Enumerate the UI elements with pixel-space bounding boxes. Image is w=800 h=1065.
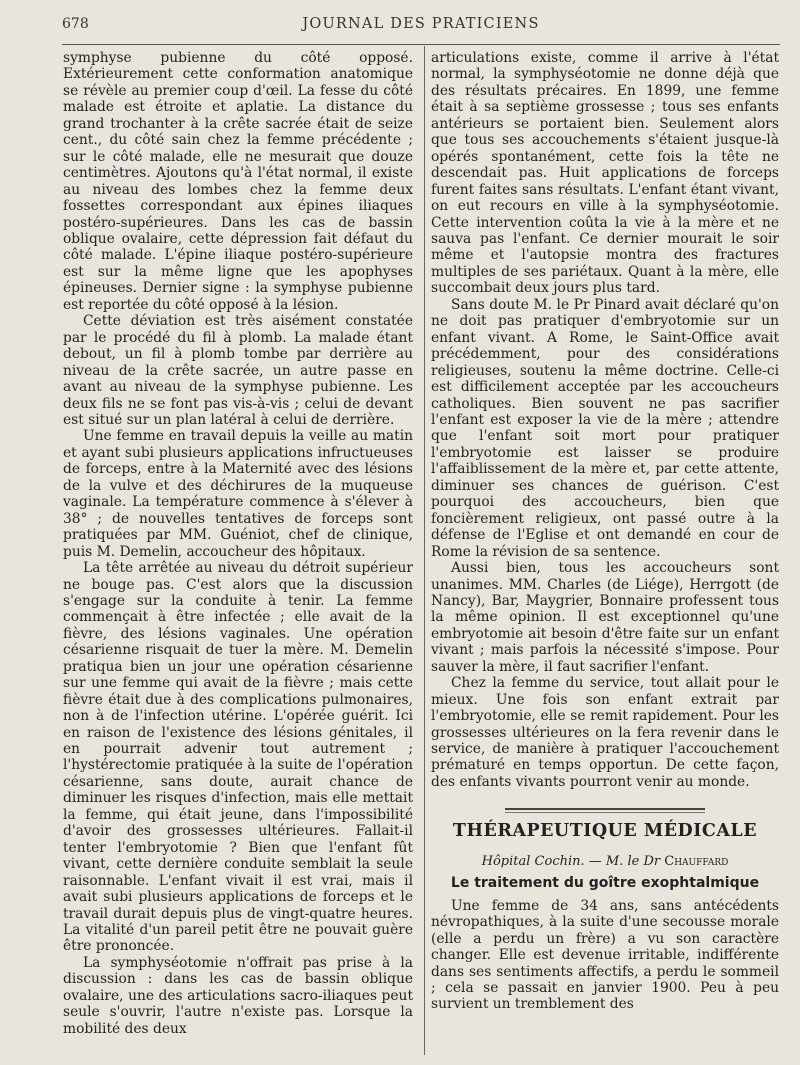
paragraph: symphyse pubienne du côté opposé. Extérieurement cette conformation anatomique se révèle au premier coup d'œil. La fesse du côté malade est étroite et aplatie. La distance du grand trochanter à la crête sacrée était de seize cent., du côté sain chez la femme précédente ; sur le côté malade, elle ne mesurait que douze centimètres. Ajoutons qu'à l'état normal, il existe au niveau des lombes chez la femme deux fossettes correspondant aux épines iliaques postéro-supérieures. Dans les cas de bassin oblique ovalaire, cette dépression fait défaut du côté malade. L'épine iliaque postéro-supérieure est sur la même ligne que les apophyses épineuses. Dernier signe : la symphyse pubienne est reportée du côté opposé à la lésion.	[63, 50, 413, 313]
paragraph: La tête arrêtée au niveau du détroit supérieur ne bouge pas. C'est alors que la discussion s'engage sur la conduite à tenir. La femme commençait à être infectée ; elle avait de la fièvre, des lésions vaginales. Une opération césarienne risquait de tuer la mère. M. Demelin pratiqua bien un jour une opération césarienne sur une femme qui avait de la fièvre ; mais cette fièvre était due à des complications pulmonaires, non à de l'infection utérine. L'opérée guérit. Ici en raison de l'existence des lésions génitales, il en pourrait advenir tout autrement ; l'hystérectomie pratiquée à la suite de l'opération césarienne, sans doute, aurait chance de diminuer les risques d'infection, mais elle mettait la femme, qui était jeune, dans l'impossibilité d'avoir des grossesses ultérieures. Fallait-il tenter l'embryotomie ? Bien que l'enfant fût vivant, cette dernière conduite semblait la seule raisonnable. L'enfant vivait il est vrai, mais il avait subi plusieurs applications de forceps et le travail durait depuis plus de vingt-quatre heures. La vitalité d'un pareil petit être ne pouvait guère être prononcée.	[63, 560, 413, 955]
header-rule	[62, 44, 780, 45]
paragraph: Chez la femme du service, tout allait pour le mieux. Une fois son enfant extrait par l'embryotomie, elle se remit rapidement. Pour les grossesses ultérieures on la fera revenir dans le service, de manière à pratiquer l'accouchement prématuré en temps opportun. De cette façon, des enfants vivants pourront venir au monde.	[431, 675, 779, 790]
paragraph: Sans doute M. le Pr Pinard avait déclaré qu'on ne doit pas pratiquer d'embryotomie sur un enfant vivant. A Rome, le Saint-Office avait précédemment, pour des considérations religieuses, soutenu la même doctrine. Celle-ci est difficilement acceptée par les accoucheurs catholiques. Bien souvent ne pas sacrifier l'enfant est exposer la vie de la mère ; attendre que l'enfant soit mort pour pratiquer l'embryotomie est laisser se produire l'affaiblissement de la mère et, par cette attente, diminuer ses chances de guérison. C'est pourquoi des accoucheurs, bien que foncièrement religieux, ont passé outre à la défense de l'Eglise et ont demandé en cour de Rome la révision de sa sentence.	[431, 296, 779, 560]
column-divider	[424, 46, 425, 1055]
paragraph: Une femme en travail depuis la veille au matin et ayant subi plusieurs applications infructueuses de forceps, entre à la Maternité avec des lésions de la vulve et des déchirures de la muqueuse vaginale. La température commence à s'élever à 38° ; de nouvelles tentatives de forceps sont pratiquées par MM. Guéniot, chef de clinique, puis M. Demelin, accoucheur des hôpitaux.	[63, 428, 413, 560]
paragraph: Une femme de 34 ans, sans antécédents névropathiques, à la suite d'une secousse morale (elle a perdu un frère) a vu son caractère changer. Elle est devenue irritable, indifférente dans ses sentiments affectifs, a perdu le sommeil ; cela se passait en janvier 1900. Peu à peu survient un tremblement des	[431, 897, 779, 1013]
article-title: Le traitement du goître exophtalmique	[450, 875, 760, 892]
page-number: 678	[62, 16, 89, 32]
section-title: THÉRAPEUTIQUE MÉDICALE	[452, 821, 758, 842]
byline	[431, 854, 779, 870]
paragraph: Aussi bien, tous les accoucheurs sont unanimes. MM. Charles (de Liége), Herrgott (de Nancy), Bar, Maygrier, Bonnaire professent tous la même opinion. Il est exceptionnel qu'une embryotomie ait besoin d'être faite sur un enfant vivant ; mais parfois la nécessité s'impose. Pour sauver la mère, il faut sacrifier l'enfant.	[431, 560, 779, 675]
section-rule	[505, 808, 705, 813]
journal-title: JOURNAL DES PRATICIENS	[302, 16, 540, 32]
byline-author: Chauffard	[664, 853, 729, 869]
paragraph: La symphyséotomie n'offrait pas prise à la discussion : dans les cas de bassin oblique ovalaire, une des articulations sacro-iliaques peut seule s'ouvrir, l'autre n'existe pas. Lorsque la mobilité des deux	[63, 954, 413, 1037]
paragraph: Cette déviation est très aisément constatée par le procédé du fil à plomb. La malade étant debout, un fil à plomb tombe par derrière au niveau de la crête sacrée, un autre passe en avant au niveau de la symphyse pubienne. Les deux fils ne se font pas vis-à-vis ; celui de devant est situé sur un plan latéral à celui de derrière.	[63, 313, 413, 428]
right-column	[431, 50, 779, 1060]
byline-place: Hôpital Cochin. — M. le Dr	[481, 853, 661, 869]
left-column	[63, 50, 413, 1060]
paragraph: articulations existe, comme il arrive à l'état normal, la symphyséotomie ne donne déjà que des résultats précaires. En 1899, une femme était à sa septième grossesse ; tous ses enfants antérieurs se portaient bien. Seulement alors que tous ses accouchements s'étaient jusque-là opérés spontanément, cette fois la tête ne descendait pas. Huit applications de forceps furent faites sans résultats. L'enfant étant vivant, on eut recours en ville à la symphyséotomie. Cette intervention coûta la vie à la mère et ne sauva pas l'enfant. Ce dernier mourait le soir même et l'autopsie montra des fractures multiples de ses pariétaux. Quant à la mère, elle succombait deux jours plus tard.	[431, 50, 779, 297]
page-header	[62, 14, 780, 36]
